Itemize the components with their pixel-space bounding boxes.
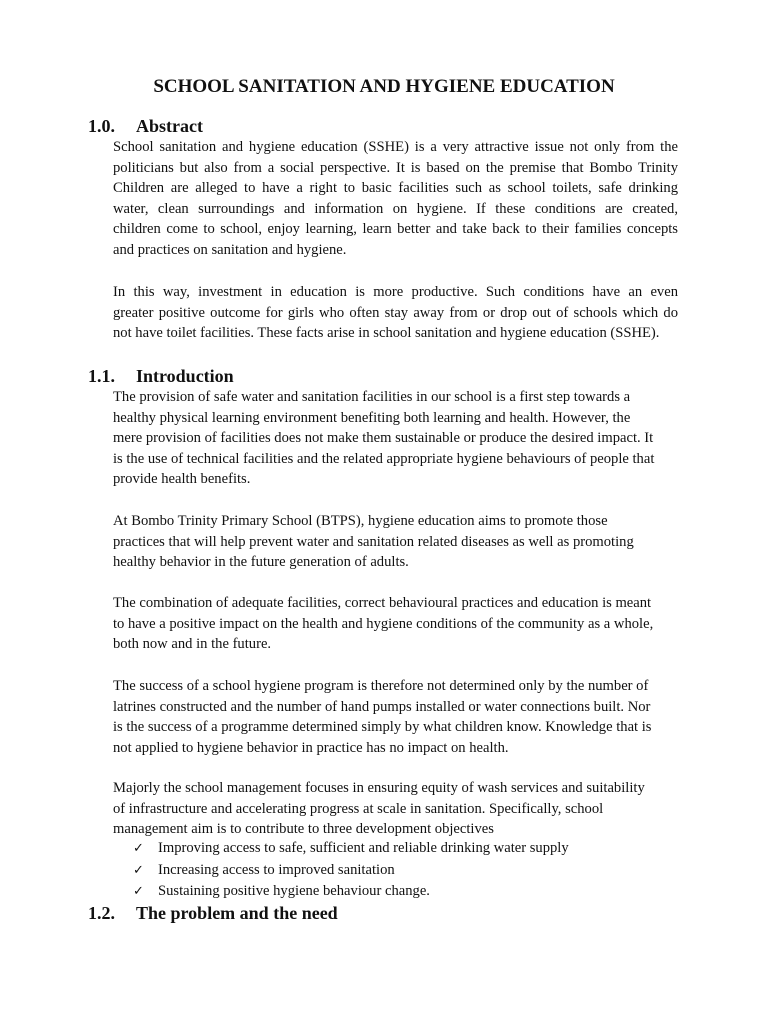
text-line: is the success of a programme determined simply by what children know. Knowledge that is	[113, 719, 652, 736]
text-line: and practices on sanitation and hygiene.	[113, 241, 347, 258]
checkmark-icon: ✓	[133, 884, 144, 900]
section-number: 1.2.	[88, 903, 115, 923]
text-line: Majorly the school management focuses in ensuring equity of wash services and suitability	[113, 780, 645, 796]
text-line: management aim is to contribute to three development objectives	[113, 821, 494, 838]
list-item	[133, 838, 569, 860]
introduction-paragraph-3	[113, 593, 678, 655]
text-line: School sanitation and hygiene education (SSHE) is a very attractive issue not only from the	[113, 139, 678, 155]
list-item-text: Improving access to safe, sufficient and reliable drinking water supply	[158, 840, 569, 856]
checkmark-icon: ✓	[133, 841, 144, 856]
text-line: The success of a school hygiene program is therefore not determined only by the number of	[113, 678, 649, 694]
text-line: not have toilet facilities. These facts arise in school sanitation and hygiene education (SSHE).	[113, 325, 660, 342]
text-line: practices that will help prevent water and sanitation related diseases as well as promoting	[113, 533, 634, 550]
text-line: greater positive outcome for girls who often stay away from or drop out of schools which do	[113, 304, 678, 321]
objectives-list	[133, 838, 569, 903]
list-item	[133, 881, 569, 903]
text-line: mere provision of facilities does not make them sustainable or produce the desired impact. It	[113, 430, 654, 447]
text-line: At Bombo Trinity Primary School (BTPS), hygiene education aims to promote those	[113, 513, 608, 529]
section-heading-abstract	[88, 114, 203, 138]
introduction-paragraph-4	[113, 676, 678, 758]
section-number: 1.0.	[88, 116, 115, 136]
section-title: Abstract	[136, 116, 203, 136]
text-line: healthy behavior in the future generation of adults.	[113, 554, 409, 571]
section-title: The problem and the need	[136, 903, 338, 923]
list-item-text: Increasing access to improved sanitation	[158, 861, 395, 878]
text-line: Children are alleged to have a right to basic facilities such as school toilets, safe drinking	[113, 180, 678, 197]
section-title: Introduction	[136, 366, 234, 386]
section-number: 1.1.	[88, 366, 115, 386]
page-title: SCHOOL SANITATION AND HYGIENE EDUCATION	[153, 76, 615, 97]
text-line: latrines constructed and the number of hand pumps installed or water connections built. Nor	[113, 698, 651, 715]
abstract-paragraph-1	[113, 137, 678, 261]
list-item-text: Sustaining positive hygiene behaviour change.	[158, 883, 430, 900]
text-line: The combination of adequate facilities, correct behavioural practices and education is meant	[113, 595, 652, 611]
introduction-paragraph-2	[113, 511, 678, 573]
introduction-paragraph-1	[113, 387, 678, 490]
section-heading-problem-and-need	[88, 901, 338, 925]
list-item	[133, 860, 569, 882]
text-line: both now and in the future.	[113, 636, 272, 653]
checkmark-icon: ✓	[133, 862, 144, 878]
text-line: healthy physical learning environment benefiting both learning and health. However, the	[113, 409, 631, 426]
abstract-paragraph-2	[113, 282, 678, 344]
text-line: not applied to hygiene behavior in practice has no impact on health.	[113, 739, 509, 756]
text-line: children come to school, enjoy learning, learn better and take back to their families concepts	[113, 221, 678, 238]
text-line: politicians but also from a social perspective. It is based on the premise that Bombo Trinity	[113, 159, 678, 176]
text-line: water, clean surroundings and information on hygiene. If these conditions are created,	[113, 200, 678, 217]
text-line: of infrastructure and accelerating progress at scale in sanitation. Specifically, school	[113, 800, 604, 817]
text-line: to have a positive impact on the health and hygiene conditions of the community as a whole,	[113, 615, 654, 632]
text-line: In this way, investment in education is more productive. Such conditions have an even	[113, 284, 678, 300]
text-line: provide health benefits.	[113, 471, 251, 488]
introduction-paragraph-5	[113, 778, 678, 840]
section-heading-introduction	[88, 364, 234, 388]
text-line: The provision of safe water and sanitation facilities in our school is a first step towards a	[113, 389, 631, 405]
text-line: is the use of technical facilities and the related appropriate hygiene behaviours of people that	[113, 450, 655, 467]
